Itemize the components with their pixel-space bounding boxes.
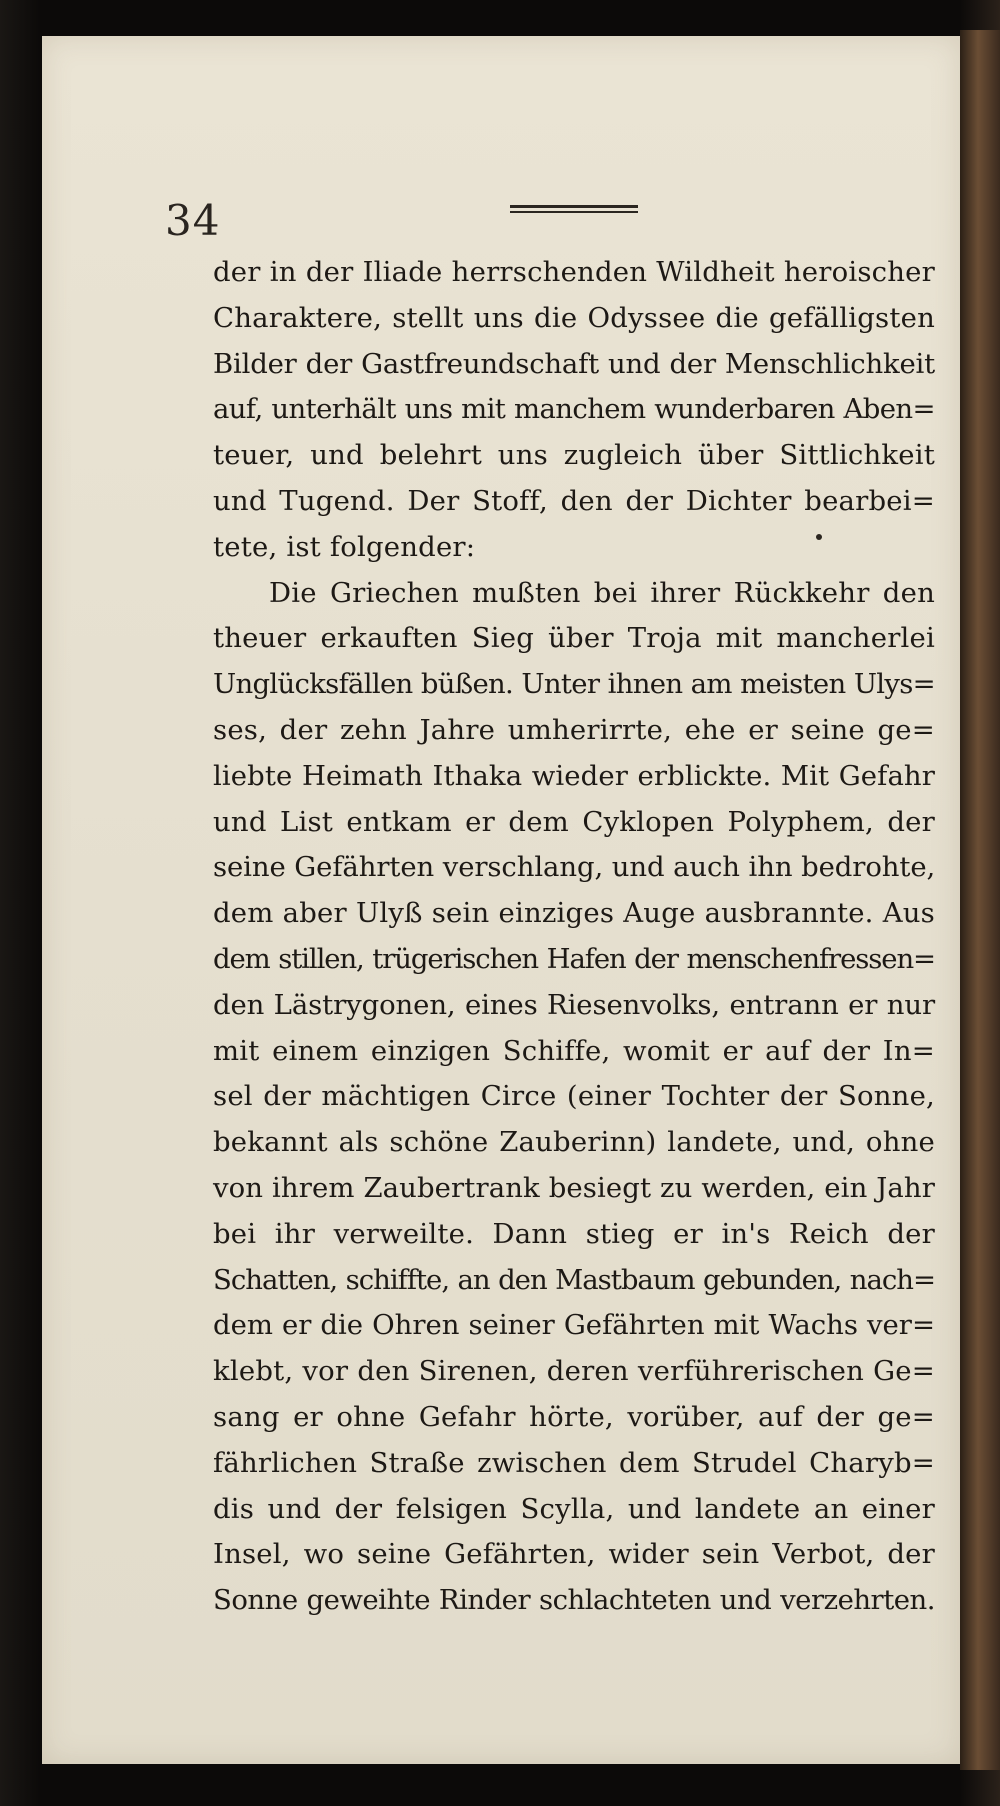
text-line: dem stillen, trügerischen Hafen der menschenfressen= <box>213 942 935 975</box>
header-rule-top <box>510 205 638 208</box>
text-line: den Lästrygonen, eines Riesenvolks, entrann er nur <box>213 988 935 1021</box>
text-line: und List entkam er dem Cyklopen Polyphem, der <box>213 805 935 838</box>
text-line: dem aber Ulyß sein einziges Auge ausbrannte. Aus <box>213 897 935 930</box>
text-line: bekannt als schöne Zauberinn) landete, und, ohne <box>213 1126 935 1159</box>
text-line: der in der Iliade herrschenden Wildheit heroischer <box>213 256 935 288</box>
text-line: sang er ohne Gefahr hörte, vorüber, auf der ge= <box>213 1400 935 1433</box>
text-line: teuer, und belehrt uns zugleich über Sittlichkeit <box>213 439 935 472</box>
body-text <box>213 250 935 1624</box>
paragraph-end-line: tete, ist folgender: <box>213 530 476 563</box>
text-line: Unglücksfällen büßen. Unter ihnen am meisten Ulys= <box>213 668 935 701</box>
header-rule <box>510 205 638 216</box>
text-line: Charaktere, stellt uns die Odyssee die gefälligsten <box>213 301 935 334</box>
text-line: seine Gefährten verschlang, und auch ihn bedrohte, <box>213 851 936 884</box>
header-rule-bottom <box>510 211 638 213</box>
paragraph-start-line: Die Griechen mußten bei ihrer Rückkehr den <box>269 576 935 609</box>
text-line: dem er die Ohren seiner Gefährten mit Wachs ver= <box>213 1309 935 1342</box>
text-line: liebte Heimath Ithaka wieder erblickte. Mit Gefahr <box>213 759 935 792</box>
text-line: theuer erkauften Sieg über Troja mit mancherlei <box>213 622 935 655</box>
text-line: bei ihr verweilte. Dann stieg er in's Reich der <box>213 1217 935 1250</box>
text-line: sel der mächtigen Circe (einer Tochter der Sonne, <box>213 1080 935 1113</box>
text-line: ses, der zehn Jahre umherirrte, ehe er seine ge= <box>213 713 935 746</box>
text-line: Sonne geweihte Rinder schlachteten und verzehrten. <box>213 1584 935 1617</box>
text-line: von ihrem Zaubertrank besiegt zu werden, ein Jahr <box>213 1171 935 1204</box>
text-line: Bilder der Gastfreundschaft und der Menschlichkeit <box>213 347 935 380</box>
text-line: dis und der felsigen Scylla, und landete an einer <box>213 1492 935 1525</box>
text-line: auf, unterhält uns mit manchem wunderbaren Aben= <box>213 393 935 426</box>
page-edge <box>960 30 1000 1770</box>
text-line: und Tugend. Der Stoff, den der Dichter bearbei= <box>213 484 935 517</box>
text-line: mit einem einzigen Schiffe, womit er auf der In= <box>213 1034 935 1067</box>
text-line: Insel, wo seine Gefährten, wider sein Verbot, der <box>213 1538 935 1571</box>
text-line: klebt, vor den Sirenen, deren verführerischen Ge= <box>213 1355 935 1388</box>
text-line: Schatten, schiffte, an den Mastbaum gebunden, nach= <box>213 1263 935 1296</box>
page-number: 34 <box>165 196 221 245</box>
text-line: fährlichen Straße zwischen dem Strudel Charyb= <box>213 1446 935 1479</box>
